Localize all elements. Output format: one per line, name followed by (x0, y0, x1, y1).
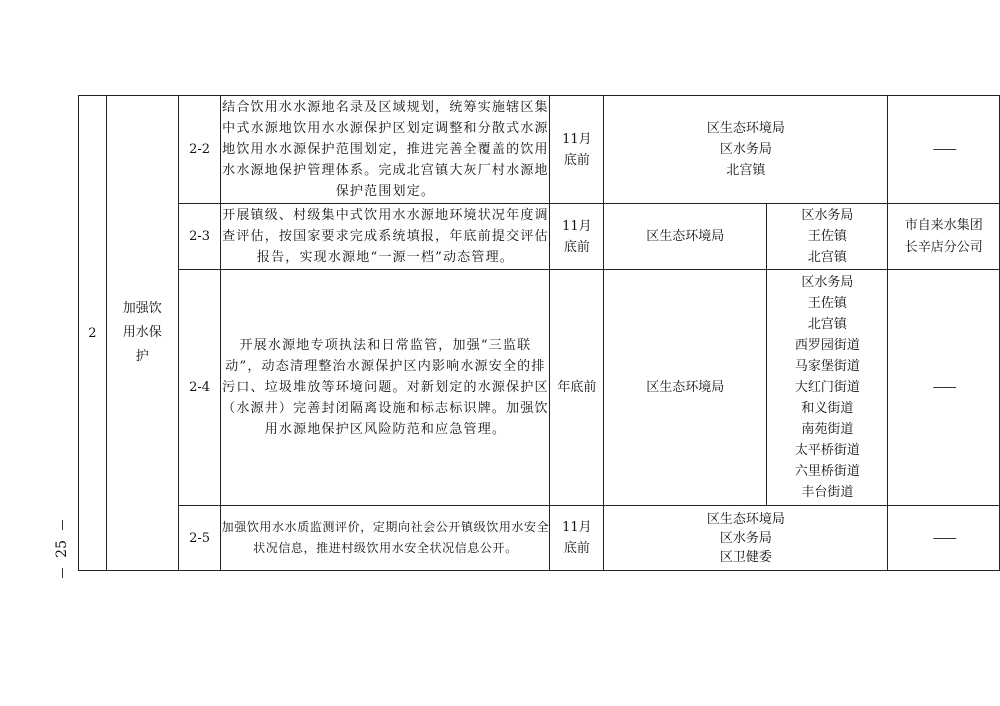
table-row (79, 506, 1000, 571)
other-unit-cell: —— (888, 96, 1000, 204)
task-description: 结合饮用水水源地名录及区域规划，统筹实施辖区集中式水源地饮用水水源保护区划定调整和分散式水源地饮用水水源保护范围划定，推进完善全覆盖的饮用水水源地保护管理体系。完成北宫镇大灰厂村水源地保护范围划定。 (221, 96, 550, 204)
page-number-dash (62, 520, 63, 530)
task-id-cell: 2-3 (178, 204, 221, 270)
department-name: 大红门街道 (794, 380, 860, 395)
department-name: 区卫健委 (719, 549, 772, 565)
other-unit-cell: 市自来水集团长辛店分公司 (888, 204, 1000, 270)
category-cell: 加强饮用水保护 (106, 96, 178, 571)
department-name: 马家堡街道 (794, 359, 860, 374)
department-name: 西罗园街道 (794, 338, 860, 353)
task-id-cell: 2-4 (178, 270, 221, 506)
lead-department-cell: 区生态环境局 (604, 270, 767, 506)
department-name: 太平桥街道 (794, 443, 860, 458)
deadline-cell: 年底前 (550, 270, 604, 506)
cooperating-department-cell (767, 204, 888, 270)
lead-department-cell (604, 506, 888, 571)
deadline-cell: 11月底前 (550, 204, 604, 270)
department-name: 区生态环境局 (706, 121, 785, 136)
department-name: 北宫镇 (807, 250, 847, 265)
deadline-cell: 11月底前 (550, 506, 604, 571)
table-row (79, 270, 1000, 506)
task-table (78, 95, 1000, 571)
task-description: 加强饮用水水质监测评价，定期向社会公开镇级饮用水安全状况信息，推进村级饮用水安全状况信息公开。 (221, 506, 550, 571)
department-name: 北宫镇 (807, 317, 847, 332)
cooperating-department-cell (767, 270, 888, 506)
department-name: 和义街道 (801, 401, 854, 416)
lead-department-cell (604, 96, 888, 204)
task-id-cell: 2-5 (178, 506, 221, 571)
lead-department-cell: 区生态环境局 (604, 204, 767, 270)
department-name: 区生态环境局 (706, 511, 785, 527)
deadline-cell: 11月底前 (550, 96, 604, 204)
table-row (79, 96, 1000, 204)
task-description: 开展水源地专项执法和日常监管，加强“三监联动”，动态清理整治水源保护区内影响水源安全的排污口、垃圾堆放等环境问题。对新划定的水源保护区（水源井）完善封闭隔离设施和标志标识牌。加强饮用水源地保护区风险防范和应急管理。 (221, 270, 550, 506)
department-name: 南苑街道 (801, 422, 854, 437)
task-description: 开展镇级、村级集中式饮用水水源地环境状况年度调查评估，按国家要求完成系统填报，年底前提交评估报告，实现水源地“一源一档”动态管理。 (221, 204, 550, 270)
department-name: 王佐镇 (807, 229, 847, 244)
task-id-cell: 2-2 (178, 96, 221, 204)
department-name: 区水务局 (719, 142, 772, 157)
row-number-cell: 2 (79, 96, 107, 571)
page-number-marker (50, 520, 74, 610)
table-row (79, 204, 1000, 270)
department-name: 王佐镇 (807, 296, 847, 311)
other-unit-cell: —— (888, 506, 1000, 571)
department-name: 丰台街道 (801, 485, 854, 500)
department-name: 区水务局 (801, 275, 854, 290)
page-number-dash (62, 568, 63, 578)
department-name: 六里桥街道 (794, 464, 860, 479)
department-name: 区水务局 (719, 530, 772, 546)
page-number: 25 (54, 540, 70, 558)
department-name: 北宫镇 (726, 163, 766, 178)
department-name: 区水务局 (801, 208, 854, 223)
other-unit-cell: —— (888, 270, 1000, 506)
